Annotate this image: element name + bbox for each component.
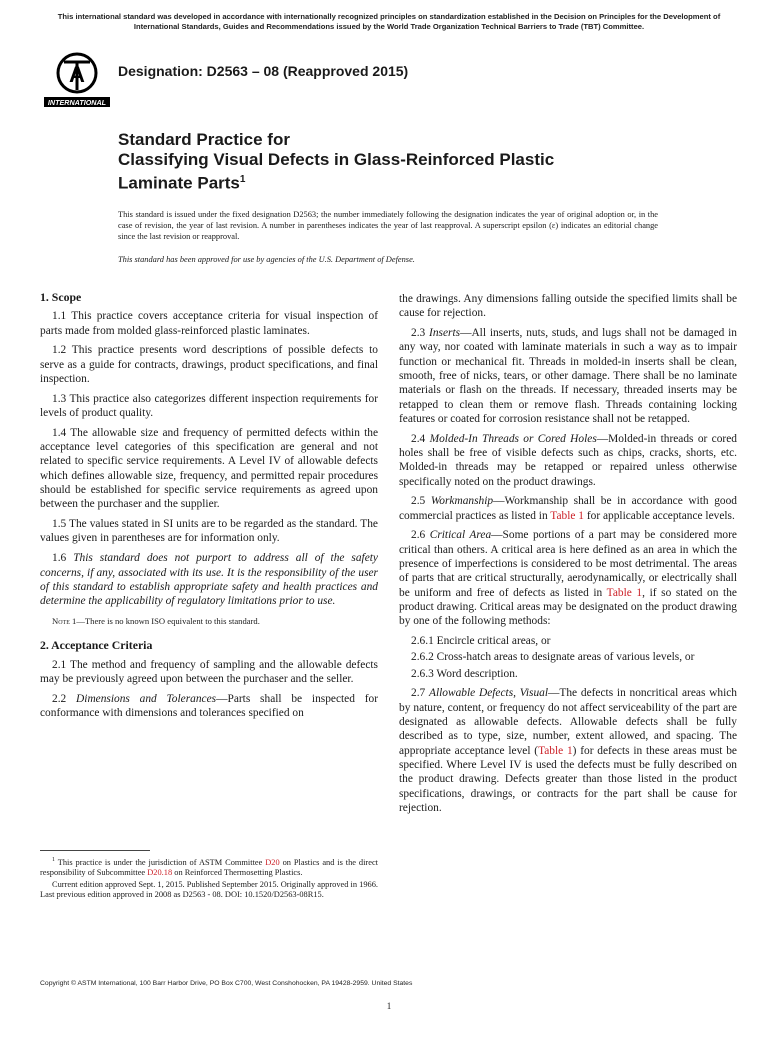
- page-number: 1: [386, 1001, 392, 1011]
- para-2-2: 2.2 Dimensions and Tolerances—Parts shall be inspected for conformance with dimensions and tolerances specified on: [40, 692, 379, 719]
- para-2-2-continued: the drawings. Any dimensions falling outside the specified limits shall be cause for rejection.: [399, 293, 737, 320]
- footnote-rule: [40, 850, 150, 851]
- table-1-link[interactable]: Table 1: [550, 509, 584, 522]
- para-1-3: 1.3 This practice also categorizes different inspection requirements for levels of product quality.: [40, 392, 378, 420]
- para-2-1: 2.1 The method and frequency of sampling and the allowable defects may be previously agreed upon between the purchaser and the seller.: [40, 658, 378, 685]
- note-1: Note 1—There is no known ISO equivalent to this standard.: [52, 615, 260, 626]
- section-heading-acceptance: 2. Acceptance Criteria: [40, 638, 153, 653]
- footnote-edition: Current edition approved Sept. 1, 2015. Published September 2015. Originally approved in 1966. Last previous edition approved in 2008 as D2563 - 08. DOI: 10.1520/D2563-08R15.: [40, 880, 378, 900]
- tbt-notice: This international standard was developed in accordance with internationally recognized principles on standardization established in the Decision on Principles for the Development of International Standards, Guides and Recommendations issued by the World Trade Organization Technical Barriers to Trade (TBT) Committee.: [57, 12, 721, 31]
- footnote-1: $^1$ This practice is under the jurisdiction of ASTM Committee D20 on Plastics and is the direct responsibility of Subcommittee D20.18 on Reinforced Thermosetting Plastics.: [40, 857, 378, 877]
- subcommittee-link[interactable]: D20.18: [147, 868, 173, 877]
- designation-note: This standard is issued under the fixed designation D2563; the number immediately following the designation indicates the year of original adoption or, in the case of revision, the year of last revision. A number in parentheses indicates the year of last reapproval. A superscript epsilon (ε) indicates an editorial change since the last revision or reapproval.: [118, 210, 658, 241]
- svg-text:A: A: [69, 62, 85, 87]
- para-2-5: 2.5 Workmanship—Workmanship shall be in accordance with good commercial practices as listed in Table 1 for applicable acceptance levels.: [399, 495, 738, 522]
- section-heading-scope: 1. Scope: [40, 290, 82, 304]
- title-line-3: Laminate Parts: [118, 173, 240, 193]
- para-2-6-3: 2.6.3 Word description.: [411, 667, 518, 680]
- committee-link[interactable]: D20: [265, 857, 280, 867]
- designation: Designation: D2563 – 08 (Reapproved 2015): [118, 63, 409, 79]
- para-2-7: 2.7 Allowable Defects, Visual—The defects in noncritical areas which by nature, content, or frequency do not affect serviceability of the part are designated as allowable defects. Allowable defects shall be fully described as to type, size, number, extent allowed, and spacing. The appropriate acceptance level (Table 1) for defects in these areas must be specified. Where Level IV is used the defects must be fully described on the product drawing. Defects greater than those listed in the product specifications, drawings, or contracts for the part shall be cause for rejection.: [399, 687, 738, 814]
- title-line-1: Standard Practice for: [118, 130, 290, 149]
- copyright-line: Copyright © ASTM International, 100 Barr Harbor Drive, PO Box C700, West Conshohocken, PA 19428-2959. United States: [40, 980, 413, 987]
- title-footnote-mark: 1: [239, 174, 246, 185]
- para-1-4: 1.4 The allowable size and frequency of permitted defects within the acceptance level categories of this specification are general and not related to specific service requirements. A Level IV of allowable defects which defines allowable size, frequency, and permitted repair procedures should be established for specific service requirements as agreed upon between the purchaser and the supplier.: [40, 426, 378, 511]
- table-1-link[interactable]: Table 1: [606, 586, 643, 599]
- title-line-2: Classifying Visual Defects in Glass-Reinforced Plastic: [118, 150, 555, 169]
- para-1-1: 1.1 This practice covers acceptance criteria for visual inspection of parts made from molded glass-reinforced plastic laminates.: [40, 310, 378, 337]
- para-1-6: 1.6 This standard does not purport to address all of the safety concerns, if any, associated with its use. It is the responsibility of the user of this standard to establish appropriate safety and health practices and determine the applicability of regulatory limitations prior to use.: [40, 552, 378, 608]
- para-2-6: 2.6 Critical Area—Some portions of a part may be considered more critical than others. A critical area is here defined as an area in which the presence of imperfections is considered to be most detrimental. The areas of parts that are critical structurally, aerodynamically, or electrically shall be uniform and free of defects as listed in Table 1, if so stated on the product drawing. Critical areas may be designated on the product drawing by one of the following methods:: [399, 529, 737, 628]
- left-column: [40, 290, 378, 726]
- table-1-link[interactable]: Table 1: [538, 744, 573, 757]
- para-1-2: 1.2 This practice presents word descriptions of possible defects to serve as a guide for contracts, drawings, product specifications, and final inspection.: [40, 344, 378, 385]
- para-1-5: 1.5 The values stated in SI units are to be regarded as the standard. The values given in parentheses are for information only.: [40, 518, 378, 545]
- astm-logo: [44, 50, 110, 108]
- para-2-3: 2.3 Inserts—All inserts, nuts, studs, and lugs shall not be damaged in any way, nor coated with laminate materials in such a way as to impair function or mechanical fit. Threads in molded-in inserts shall be clean, smooth, free of nicks, tears, or other damage. There shall be no laminate materials or flash on the threads. If necessary, threaded inserts may be retapped to clean them or remove flash. Threads containing locking features or coated for corrosion resistance shall not be retapped.: [399, 327, 737, 425]
- para-2-4: 2.4 Molded-In Threads or Cored Holes—Molded-in threads or cored holes shall be free of visible defects such as chips, cracks, shorts, etc. Molded-in threads may be retapped or repaired unless otherwise specifically noted on the product drawings.: [399, 432, 737, 488]
- footnotes: [40, 855, 378, 903]
- document-title: [118, 130, 678, 194]
- right-column: [399, 292, 737, 821]
- svg-text:INTERNATIONAL: INTERNATIONAL: [47, 98, 107, 107]
- dod-approval-note: This standard has been approved for use by agencies of the U.S. Department of Defense.: [118, 255, 415, 264]
- para-2-6-2: 2.6.2 Cross-hatch areas to designate areas of various levels, or: [411, 651, 695, 664]
- para-2-6-1: 2.6.1 Encircle critical areas, or: [411, 635, 551, 648]
